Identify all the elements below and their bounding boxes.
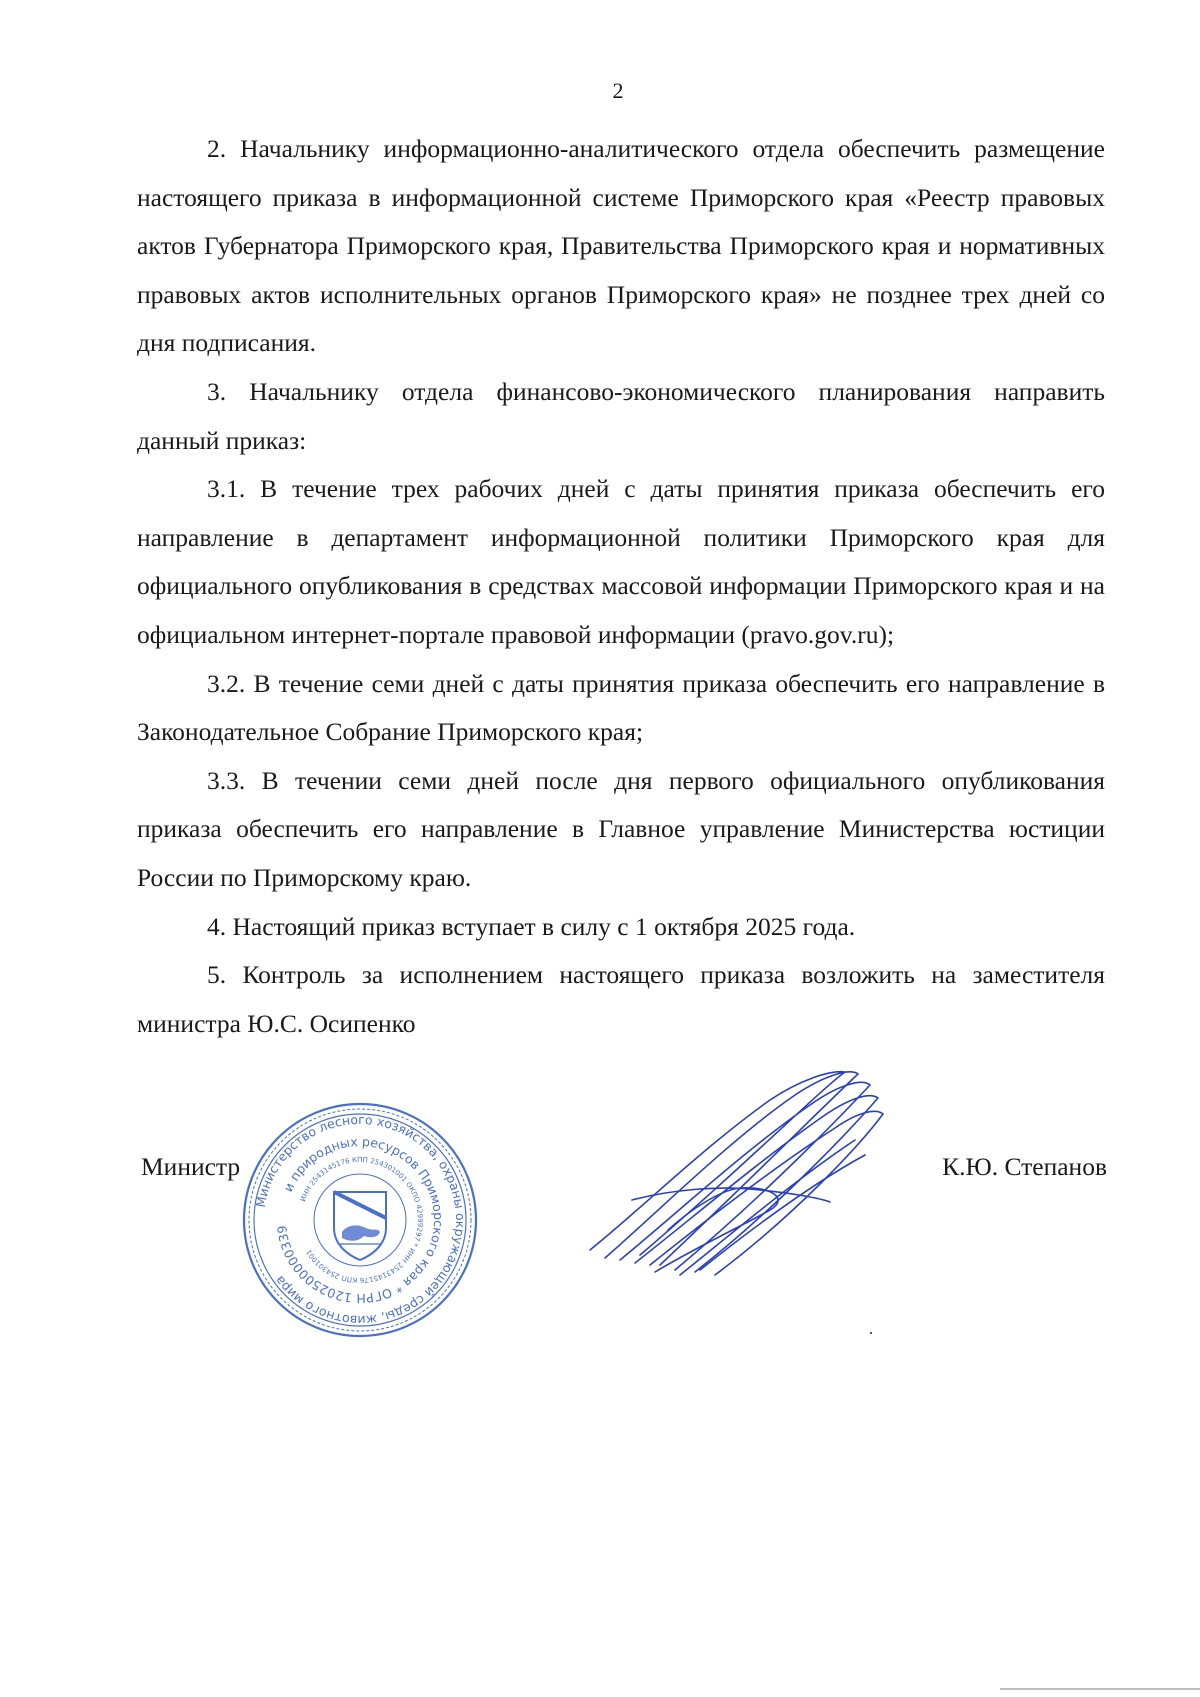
svg-text:ИНН 2543145176 КПП 254301001 О: ИНН 2543145176 КПП 254301001 ОКПО 42999297 * ИНН 2543145176 КПП 254301001 — [299, 1155, 425, 1285]
scan-speck — [870, 1332, 872, 1334]
paragraph-5: 5. Контроль за исполнением настоящего приказа возложить на заместителя министра Ю.С. Осипенко — [137, 960, 1105, 1038]
paragraph-3: 3. Начальнику отдела финансово-экономического планирования направить данный приказ: — [137, 376, 1105, 455]
scan-edge-line — [1000, 1688, 1200, 1690]
paragraph-4: 4. Настоящий приказ вступает в силу с 1 октября 2025 года. — [207, 911, 856, 941]
signer-title: Министр — [141, 1152, 241, 1181]
document-body — [137, 125, 1105, 1048]
svg-text:Министерство лесного хозяйства: Министерство лесного хозяйства, охраны окружающей среды, животного мира — [252, 1111, 469, 1329]
paragraph-2: 2. Начальнику информационно-аналитического отдела обеспечить размещение настоящего приказа в информационной системе Приморского края «Реестр правовых актов Губернатора Приморского края, Правительства Приморского края и нормативных правовых актов исполнительных органов Приморского края» не позднее трех дней со дня подписания. — [137, 134, 1105, 358]
paragraph-3-1: 3.1. В течение трех рабочих дней с даты принятия приказа обеспечить его направление в департамент информационной политики Приморского края для официального опубликования в средствах массовой информации Приморского края и на официальном интернет-портале правовой информации (pravo.gov.ru); — [137, 474, 1105, 649]
paragraph-3-3: 3.3. В течении семи дней после дня первого официального опубликования приказа обеспечить его направление в Главное управление Министерства юстиции России по Приморскому краю. — [137, 765, 1105, 892]
signer-name: К.Ю. Степанов — [942, 1152, 1107, 1181]
signature-block — [137, 1152, 1107, 1192]
page-number: 2 — [612, 78, 624, 103]
svg-text:и природных ресурсов Приморско: и природных ресурсов Приморского края * ОГРН 1202500000339 — [274, 1133, 447, 1307]
paragraph-3-2: 3.2. В течение семи дней с даты принятия приказа обеспечить его направление в Законодательное Собрание Приморского края; — [137, 668, 1105, 747]
official-seal — [240, 1100, 480, 1340]
